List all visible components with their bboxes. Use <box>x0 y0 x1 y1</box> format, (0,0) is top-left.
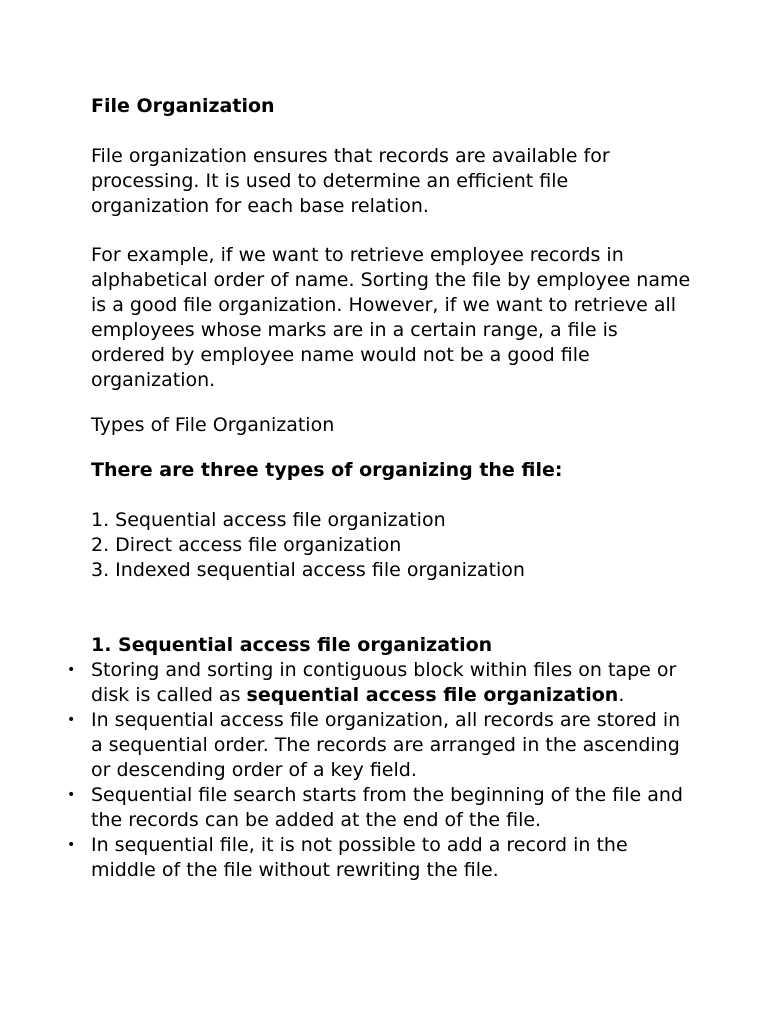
example-paragraph: For example, if we want to retrieve employee records in alphabetical order of name. Sorting the file by employee name is a good file organization. However, if we want to retrieve all employees whose marks are in a certain range, a file is ordered by employee name would not be a good file organization. <box>91 244 691 391</box>
list-item <box>67 833 691 883</box>
bullet-text: In sequential access file organization, all records are stored in a sequential order. The records are arranged in the ascending or descending order of a key field. <box>91 709 681 781</box>
bullet-icon: • <box>67 787 76 803</box>
three-types-heading: There are three types of organizing the file: <box>91 459 563 481</box>
bullet-icon: • <box>67 712 76 728</box>
list-item <box>67 783 691 833</box>
bullet-icon: • <box>67 837 76 853</box>
intro-paragraph: File organization ensures that records are available for processing. It is used to determine an efficient file organization for each base relation. <box>91 145 610 217</box>
bullet-bold-term: sequential access file organization <box>246 684 619 706</box>
types-list-item: 1. Sequential access file organization <box>91 509 446 531</box>
bullet-text: In sequential file, it is not possible to add a record in the middle of the file without rewriting the file. <box>91 834 628 881</box>
types-list-item: 2. Direct access file organization <box>91 534 402 556</box>
list-item <box>67 658 691 708</box>
document-body <box>67 94 691 883</box>
bullet-text: Sequential file search starts from the beginning of the file and the records can be added at the end of the file. <box>91 784 683 831</box>
sequential-bullet-list <box>67 658 691 883</box>
bullet-text: Storing and sorting in contiguous block within files on tape or disk is called as <box>91 659 677 706</box>
types-list-item: 3. Indexed sequential access file organization <box>91 559 525 581</box>
types-list <box>91 508 691 583</box>
section-heading-sequential: 1. Sequential access file organization <box>91 634 493 656</box>
bullet-icon: • <box>67 662 76 678</box>
types-heading: Types of File Organization <box>91 414 335 436</box>
list-item <box>67 708 691 783</box>
bullet-text-suffix: . <box>618 684 625 706</box>
document-title: File Organization <box>91 95 275 117</box>
